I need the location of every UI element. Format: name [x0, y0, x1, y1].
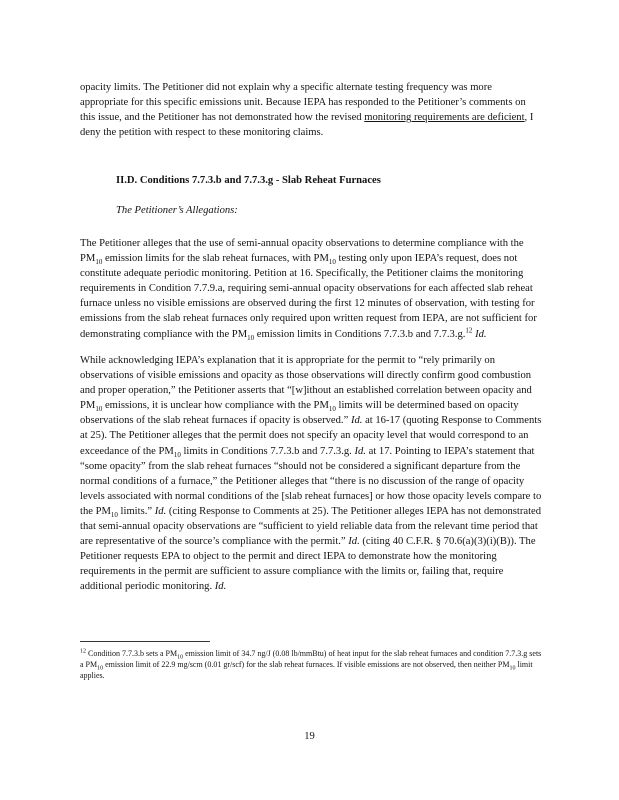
paragraph-iepa-explanation: While acknowledging IEPA’s explanation that it is appropriate for the permit to “rely primarily on observations of visible emissions and opacity as those observations will directly confirm good combustion and proper operation,” the Petitioner asserts that “[w]ithout an established correlation between opacity and $PM_{10}$ emissions, it is unclear how compliance with the $PM_{10}$ limits will be determined based on opacity observations of the slab reheat furnaces if opacity is observed.” Id. at 16-17 (quoting Response to Comments at 25). The Petitioner alleges that the permit does not specify an opacity level that would correspond to an exceedance of the $PM_{10}$ limits in Conditions 7.7.3.b and 7.7.3.g. Id. at 17. Pointing to IEPA’s statement that “some opacity” from the slab reheat furnaces “should not be considered a significant departure from the normal conditions of a furnace,” the Petitioner alleges that “there is no discussion of the range of opacity levels associated with normal conditions of the [slab reheat furnaces] or how those opacity levels compare to the $PM_{10}$ limits.” Id. (citing Response to Comments at 25). The Petitioner alleges IEPA has not demonstrated that semi-annual opacity observations are “sufficient to yield reliable data from the relevant time period that are representative of the source’s compliance with the permit.” Id. (citing 40 C.F.R. § 70.6(a)(3)(i)(B)). The Petitioner requests EPA to object to the permit and direct IEPA to demonstrate how the monitoring requirements in the permit are sufficient to assure compliance with the limits or, failing that, require additional periodic monitoring. Id.	[80, 355, 542, 593]
footnote-marker: 12	[80, 648, 86, 655]
footnote: $^{12}$ Condition 7.7.3.b sets a $PM_{10}$ emission limit of 34.7 ng/J (0.08 lb/mmBtu) of heat input for the slab reheat furnaces and condition 7.7.3.g sets a $PM_{10}$ emission limit of 22.9 mg/scm (0.01 gr/scf) for the slab reheat furnaces. If visible emissions are not observed, then neither $PM_{10}$ limit applies.	[80, 648, 542, 681]
section-subheading: The Petitioner’s Allegations:	[116, 205, 238, 216]
footnote-reference: 12	[465, 326, 473, 335]
paragraph-monitoring-denial: opacity limits. The Petitioner did not explain why a specific alternate testing frequency was more appropriate for this specific emissions unit. Because IEPA has responded to the Petitioner’s comments on this issue, and the Petitioner has not demonstrated how the revised monitoring requirements are deficient, I deny the petition with respect to these monitoring claims.	[80, 82, 534, 139]
paragraph-petitioner-allegations: The Petitioner alleges that the use of semi-annual opacity observations to determine compliance with the $PM_{10}$ emission limits for the slab reheat furnaces, with $PM_{10}$ testing only upon IEPA’s request, does not constitute adequate periodic monitoring. Petition at 16. Specifically, the Petitioner claims the monitoring requirements in Condition 7.7.9.a, requiring semi-annual opacity observations for each affected slab reheat furnace unless no visible emissions are observed during the first 12 minutes of observation, with testing for emissions from the slab reheat furnaces only required upon written request from IEPA, are not sufficient for demonstrating compliance with the $PM_{10}$ emission limits in Conditions 7.7.3.b and 7.7.3.g.$^{12}$ Id.	[80, 238, 537, 342]
underlined-phrase: monitoring requirements are deficient	[364, 112, 525, 124]
page-number: 19	[304, 731, 315, 742]
section-heading: II.D. Conditions 7.7.3.b and 7.7.3.g - Slab Reheat Furnaces	[116, 175, 381, 186]
footnote-separator	[80, 641, 210, 642]
